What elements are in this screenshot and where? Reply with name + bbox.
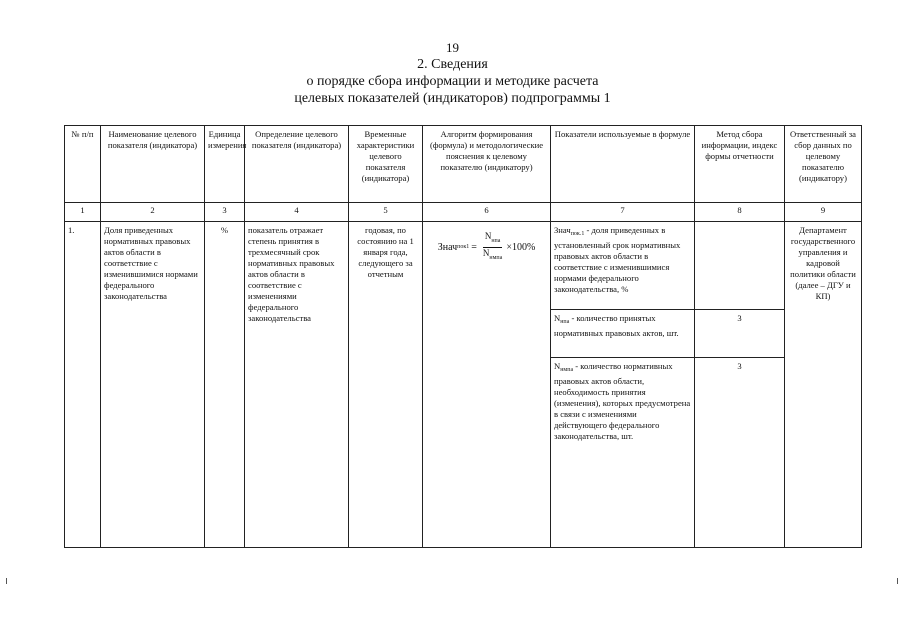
indicator-description: $N_{нпа}$ - количество принятых нормативных правовых актов, шт.	[551, 310, 695, 358]
column-number: 9	[785, 203, 862, 222]
column-number: 3	[205, 203, 245, 222]
header-cell-indicators: Показатели используемые в формуле	[551, 126, 695, 203]
formula-lhs: Знач	[437, 241, 458, 253]
time-characteristics: годовая, по состоянию на 1 января года, следующего за отчетным	[349, 222, 423, 548]
header-row	[65, 126, 862, 203]
formula-lhs-sub: пок1	[457, 243, 470, 250]
indicator-definition: показатель отражает степень принятия в трехмесячный срок нормативных правовых актов области в соответствие с изменениями федерального законодательства	[245, 222, 349, 548]
formula-cell	[423, 222, 551, 548]
formula-multiplier: ×100%	[506, 241, 536, 253]
title-line-2: о порядке сбора информации и методике расчета	[306, 74, 599, 89]
unit: %	[205, 222, 245, 548]
row-number: 1.	[65, 222, 101, 548]
header-cell-number: № п/п	[65, 126, 101, 203]
header-cell-algorithm: Алгоритм формирования (формула) и методологические пояснения к целевому показателю (индикатору)	[423, 126, 551, 203]
formula-fraction	[481, 231, 504, 264]
header-cell-method: Метод сбора информации, индекс формы отчетности	[695, 126, 785, 203]
collection-method: 3	[695, 310, 785, 358]
header-cell-timing: Временные характеристики целевого показателя (индикатора)	[349, 126, 423, 203]
formula-numerator: $N_{нпа}$	[483, 231, 503, 248]
indicator-description: $N_{нмпа}$ - количество нормативных правовых актов области, необходимость принятия (изменения), которых предусмотрена в связи с изменениями действующего федерального законодательства, шт.	[551, 358, 695, 548]
column-number: 2	[101, 203, 205, 222]
collection-method	[695, 222, 785, 310]
scan-mark	[897, 578, 898, 584]
column-number: 7	[551, 203, 695, 222]
column-number: 4	[245, 203, 349, 222]
header-cell-name: Наименование целевого показателя (индикатора)	[101, 126, 205, 203]
indicator-description: Знач$_{пок.1}$ - доля приведенных в установленный срок нормативных правовых актов области в соответствие с изменившимися нормами федерального законодательства, %	[551, 222, 695, 310]
indicators-table	[64, 125, 862, 548]
formula-denominator: $N_{нмпа}$	[482, 247, 503, 261]
column-number: 5	[349, 203, 423, 222]
header-cell-unit: Единица измерения	[205, 126, 245, 203]
page-title	[0, 56, 905, 107]
column-number-row	[65, 203, 862, 222]
responsible-party: Департамент государственного управления и кадровой политики области (далее – ДГУ и КП)	[785, 222, 862, 548]
column-number: 6	[423, 203, 551, 222]
header-cell-responsible: Ответственный за сбор данных по целевому показателю (индикатору)	[785, 126, 862, 203]
header-cell-definition: Определение целевого показателя (индикатора)	[245, 126, 349, 203]
formula	[438, 231, 536, 264]
scan-mark	[6, 578, 7, 584]
title-line-3: целевых показателей (индикаторов) подпрограммы 1	[294, 91, 611, 106]
column-number: 8	[695, 203, 785, 222]
column-number: 1	[65, 203, 101, 222]
formula-equals: =	[471, 241, 477, 253]
title-line-1: 2. Сведения	[417, 57, 488, 72]
table-row	[65, 222, 862, 310]
indicator-name: Доля приведенных нормативных правовых актов области в соответствие с изменившимися нормами федерального законодательства	[101, 222, 205, 548]
page-number: 19	[446, 40, 459, 55]
collection-method: 3	[695, 358, 785, 548]
